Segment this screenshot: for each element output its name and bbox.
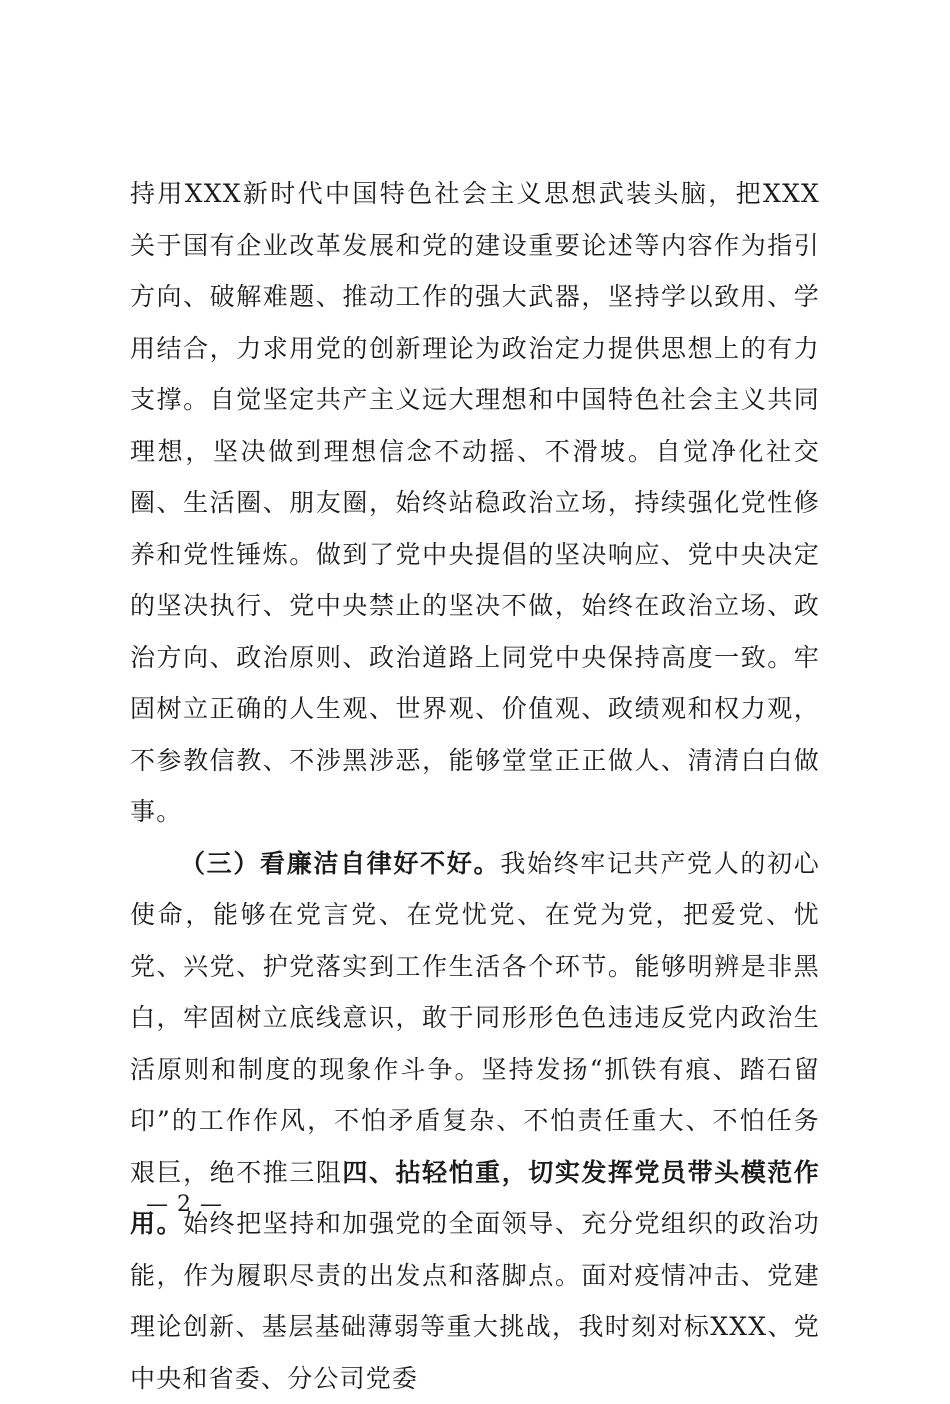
- paragraph-1: 持用XXX新时代中国特色社会主义思想武装头脑，把XXX关于国有企业改革发展和党的建设重要论述等内容作为指引方向、破解难题、推动工作的强大武器，坚持学以致用、学用结合，力求用党的创新理论为政治定力提供思想上的有力支撑。自觉坚定共产主义远大理想和中国特色社会主义共同理想，坚决做到理想信念不动摇、不滑坡。自觉净化社交圈、生活圈、朋友圈，始终站稳政治立场，持续强化党性修养和党性锤炼。做到了党中央提倡的坚决响应、党中央决定的坚决执行、党中央禁止的坚决不做，始终在政治立场、政治方向、政治原则、政治道路上同党中央保持高度一致。牢固树立正确的人生观、世界观、价值观、政绩观和权力观，不参教信教、不涉黑涉恶，能够堂堂正正做人、清清白白做事。: [130, 168, 820, 838]
- section-heading-inline: 四、拈轻怕重，切实发挥党员带头模范作用。: [130, 1158, 820, 1239]
- paragraph-2-body-end: 始终把坚持和加强党的全面领导、充分党组织的政治功能，作为履职尽责的出发点和落脚点。面对疫情冲击、党建理论创新、基层基础薄弱等重大挑战，我时刻对标XXX、党中央和省委、分公司党委: [130, 1209, 820, 1393]
- page-number: — 2 —: [146, 1192, 223, 1217]
- body-text: [130, 168, 820, 1404]
- paragraph-2: [130, 838, 820, 1404]
- section-heading: （三）看廉洁自律好不好。: [180, 849, 500, 878]
- paragraph-2-body-start: 我始终牢记共产党人的初心使命，能够在党言党、在党忧党、在党为党，把爱党、忧党、兴党、护党落实到工作生活各个环节。能够明辨是非黑白，牢固树立底线意识，敢于同形形色色违违反党内政治生活原则和制度的现象作斗争。坚持发扬“抓铁有痕、踏石留印”的工作作风，不怕矛盾复杂、不怕责任重大、不怕任务艰巨，绝不推三阻: [130, 849, 820, 1187]
